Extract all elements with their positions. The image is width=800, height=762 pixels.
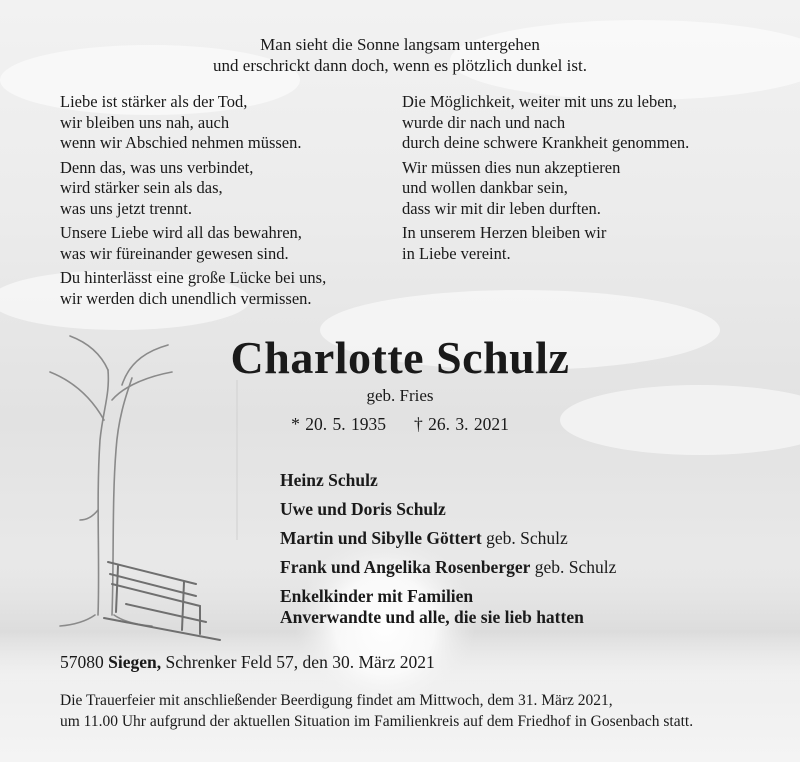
funeral-notice <box>60 690 693 732</box>
poem-right-column <box>402 92 689 268</box>
death-date: † 26. 3. 2021 <box>414 414 509 434</box>
mourner-entry <box>280 553 616 582</box>
poem-line: In unserem Herzen bleiben wir <box>402 223 607 242</box>
poem-line: wurde dir nach und nach <box>402 112 566 132</box>
mourner-entry <box>280 524 616 553</box>
stanza <box>60 92 326 154</box>
poem-line: was wir füreinander gewesen sind. <box>60 243 289 263</box>
poem-line: Denn das, was uns verbindet, <box>60 157 254 177</box>
mourner-name: Heinz Schulz <box>280 470 378 490</box>
birth-date: * 20. 5. 1935 <box>291 414 386 434</box>
stanza <box>402 158 689 220</box>
city: Siegen, <box>108 652 162 672</box>
motto-line: Man sieht die Sonne langsam untergehen <box>260 35 540 54</box>
poem-line: und wollen dankbar sein, <box>402 178 568 197</box>
mourner-group <box>280 586 616 628</box>
poem-left-column <box>60 92 326 313</box>
funeral-line: Die Trauerfeier mit anschließender Beerdigung findet am Mittwoch, dem 31. März 2021, <box>60 692 613 709</box>
poem-line: dass wir mit dir leben durften. <box>402 198 601 218</box>
mourners-list <box>280 466 616 628</box>
deceased-name: Charlotte Schulz <box>230 332 570 383</box>
stanza <box>60 158 326 220</box>
stanza <box>60 268 326 309</box>
mourner-name: Uwe und Doris Schulz <box>280 499 446 519</box>
poem-line: durch deine schwere Krankheit genommen. <box>402 133 690 152</box>
poem-line: Du hinterlässt eine große Lücke bei uns, <box>60 268 327 287</box>
poem-line: Wir müssen dies nun akzeptieren <box>402 157 621 177</box>
mourner-name: Enkelkinder mit Familien <box>280 586 474 606</box>
mourner-name: Anverwandte und alle, die sie lieb hatten <box>280 607 584 627</box>
mourner-name: Martin und Sibylle Göttert <box>280 528 482 548</box>
birth-name: geb. Fries <box>366 386 434 405</box>
stanza <box>402 92 689 154</box>
mourner-name: Frank und Angelika Rosenberger <box>280 557 531 577</box>
mourner-entry <box>280 495 616 524</box>
poem-line: in Liebe vereint. <box>402 243 511 263</box>
poem-line: Die Möglichkeit, weiter mit uns zu leben, <box>402 92 677 111</box>
life-dates <box>0 414 800 435</box>
poem-line: Liebe ist stärker als der Tod, <box>60 92 248 111</box>
poem-line: wenn wir Abschied nehmen müssen. <box>60 133 302 152</box>
poem-line: wir bleiben uns nah, auch <box>60 112 230 132</box>
poem-line: wir werden dich unendlich vermissen. <box>60 288 312 308</box>
motto-quote <box>0 34 800 76</box>
funeral-line: um 11.00 Uhr aufgrund der aktuellen Situation im Familienkreis auf dem Friedhof in Gosenbach statt. <box>60 713 694 730</box>
mourner-suffix: geb. Schulz <box>530 557 617 577</box>
poem-line: wird stärker sein als das, <box>60 178 223 197</box>
poem-line: Unsere Liebe wird all das bewahren, <box>60 223 302 242</box>
address-date: Schrenker Feld 57, den 30. März 2021 <box>165 652 435 672</box>
mourner-suffix: geb. Schulz <box>481 528 568 548</box>
poem-line: was uns jetzt trennt. <box>60 198 192 218</box>
stanza <box>402 223 689 264</box>
mourner-entry <box>280 466 616 495</box>
place-and-date <box>60 652 435 673</box>
motto-line: und erschrickt dann doch, wenn es plötzlich dunkel ist. <box>213 56 587 75</box>
stanza <box>60 223 326 264</box>
postcode: 57080 <box>60 652 104 672</box>
